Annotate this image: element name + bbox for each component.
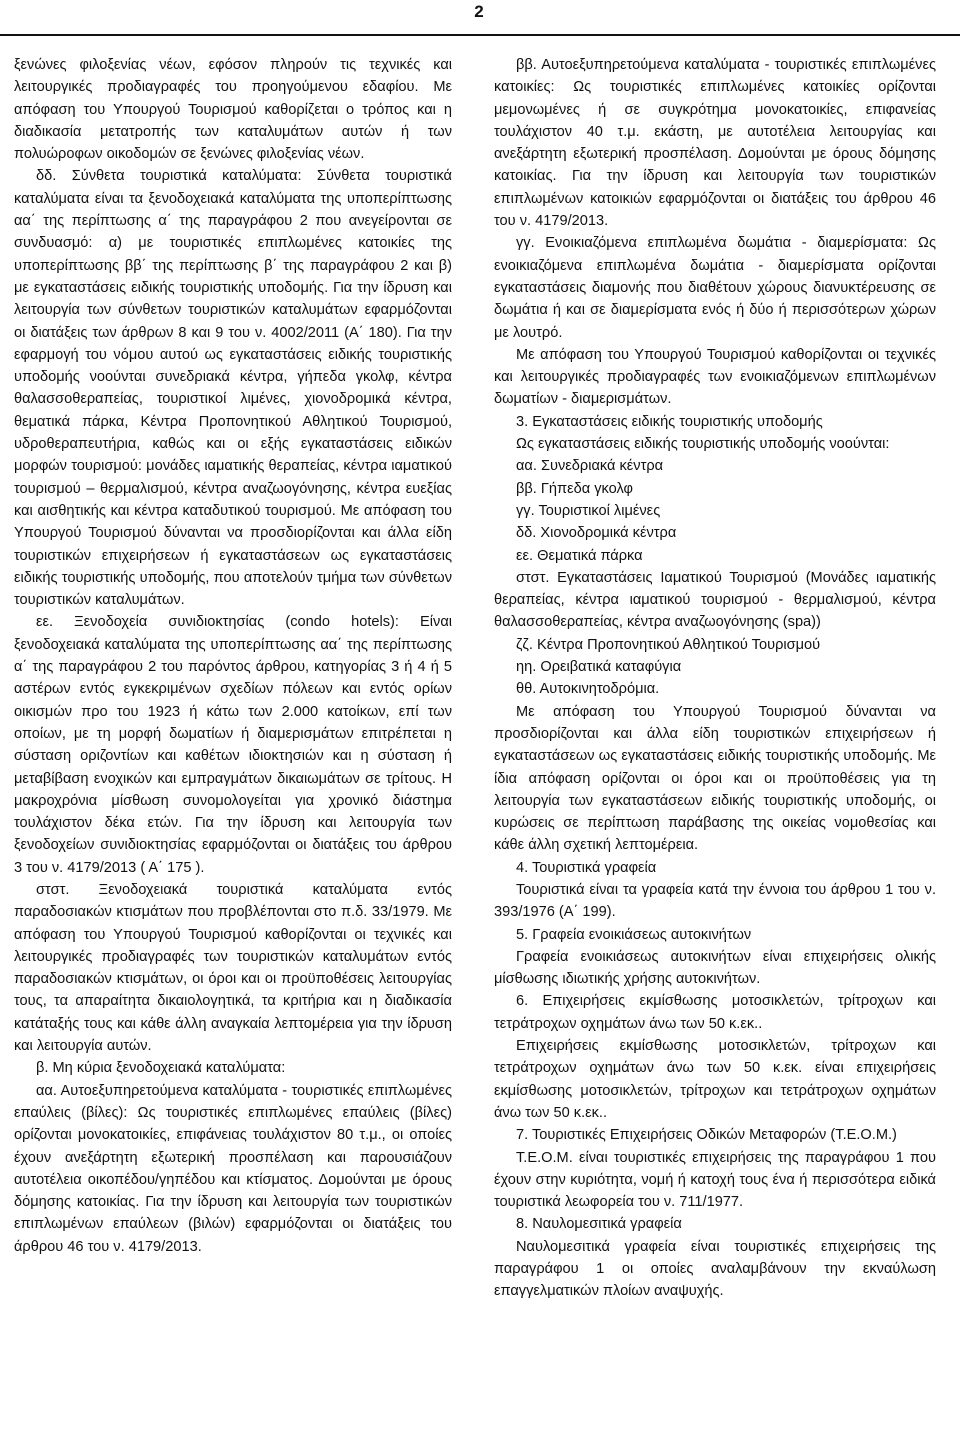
paragraph: Με απόφαση του Υπουργού Τουρισμού καθορίζονται οι τεχνικές και λειτουργικές προδιαγραφές των ενοικιαζόμενων επιπλωμένων δωματίων - διαμερισμάτων. bbox=[494, 346, 936, 408]
paragraph: ηη. Ορειβατικά καταφύγια bbox=[516, 659, 682, 676]
paragraph: 5. Γραφεία ενοικιάσεως αυτοκινήτων bbox=[516, 926, 752, 943]
paragraph: 3. Εγκαταστάσεις ειδικής τουριστικής υποδομής bbox=[516, 413, 823, 430]
paragraph: Με απόφαση του Υπουργού Τουρισμού δύνανται να προσδιορίζονται και άλλα είδη τουριστικών επιχειρήσεων ή εγκαταστάσεων ως εγκαταστάσεις ειδικής τουριστικής υποδομής. Με ίδια απόφαση ορίζονται οι όροι και οι προϋποθέσεις για τη λειτουργία των εγκαταστάσεων ειδικής τουριστικής υποδομής, οι κυρώσεις σε περίπτωση παράβασης της οικείας νομοθεσίας και κάθε άλλη σχετική λεπτομέρεια. bbox=[494, 703, 936, 854]
left-column bbox=[14, 54, 452, 1258]
paragraph: Τ.Ε.Ο.Μ. είναι τουριστικές επιχειρήσεις της παραγράφου 1 που έχουν στην κυριότητα, νομή ή κατοχή τους ένα ή περισσότερα ειδικά τουριστικά λεωφορεία του ν. 711/1977. bbox=[494, 1149, 936, 1211]
paragraph: εε. Ξενοδοχεία συνιδιοκτησίας (condo hotels): Είναι ξενοδοχειακά καταλύματα της υποπερίπτωσης αα΄ της περίπτωσης α΄ της παραγράφου 2 του παρόντος άρθρου, κατηγορίας 3 ή 4 ή 5 αστέρων εντός εγκεκριμένων σχεδίων πόλεων και εντός ορίων οικισμών προ του 1923 ή κάτω των 2.000 κατοίκων, επί των οποίων, με τη μορφή δωματίων ή διαμερισμάτων επιτρέπεται η σύσταση οριζοντίων και καθέτων ιδιοκτησιών και η σύσταση ή μεταβίβαση ενοχικών και εμπραγμάτων δικαιωμάτων σε τρίτους. Η μακροχρόνια μίσθωση συνομολογείται για χρονικό διάστημα τουλάχιστον δέκα ετών. Για την ίδρυση και λειτουργία των ξενοδοχείων συνιδιοκτησίας εφαρμόζονται οι διατάξεις του άρθρου 3 του ν. 4179/2013 ( Α΄ 175 ). bbox=[14, 614, 452, 876]
paragraph: 6. Επιχειρήσεις εκμίσθωσης μοτοσικλετών, τρίτροχων και τετράτροχων οχημάτων άνω των 50 κ.εκ.. bbox=[494, 993, 936, 1032]
paragraph: δδ. Σύνθετα τουριστικά καταλύματα: Σύνθετα τουριστικά καταλύματα είναι τα ξενοδοχειακά καταλύματα της υποπερίπτωσης αα΄ της περίπτωσης α΄ της παραγράφου 2 που ανεγείρονται σε συνδυασμό: α) με τουριστικές επιπλωμένες κατοικίες της υποπερίπτωσης ββ΄ της περίπτωσης β΄ της παραγράφου 2 και β) με εγκαταστάσεις ειδικής τουριστικής υποδομής. Για την ίδρυση και λειτουργία των σύνθετων τουριστικών καταλυμάτων εφαρμόζονται οι διατάξεις των άρθρων 8 και 9 του ν. 4002/2011 (Α΄ 180). Για την εφαρμογή του νόμου αυτού ως εγκαταστάσεις ειδικής τουριστικής υποδομής νοούνται συνεδριακά κέντρα, γήπεδα γκολφ, κέντρα θαλασσοθεραπείας, τουριστικοί λιμένες, χιονοδρομικά κέντρα, θεματικά πάρκα, Κέντρα Προπονητικού Αθλητικού Τουρισμού, υδροθεραπευτήρια, καθώς και οι εξής εγκαταστάσεις ειδικών μορφών τουρισμού: μονάδες ιαματικής θεραπείας, κέντρα ιαματικού τουρισμού – θερμαλισμού, κέντρα αναζωογόνησης, κέντρα ευεξίας και αισθητικής και κέντρα καταδυτικού τουρισμού. Με απόφαση του Υπουργού Τουρισμού δύνανται να προσδιορίζονται και άλλα είδη τουριστικών επιχειρήσεων ή εγκαταστάσεων ως εγκαταστάσεις ειδικής τουριστικής υποδομής, που αποτελούν τμήμα των σύνθετων τουριστικών καταλυμάτων. bbox=[14, 168, 452, 609]
paragraph: Τουριστικά είναι τα γραφεία κατά την έννοια του άρθρου 1 του ν. 393/1976 (Α΄ 199). bbox=[494, 881, 936, 921]
paragraph: β. Μη κύρια ξενοδοχειακά καταλύματα: bbox=[36, 1060, 286, 1077]
paragraph: αα. Αυτοεξυπηρετούμενα καταλύματα - τουριστικές επιπλωμένες επαύλεις (βίλες): Ως τουριστικές επιπλωμένες επαύλεις (βίλες) ορίζονται μονοκατοικίες, επιφάνειας τουλάχιστον 80 τ.μ., οι οποίες έχουν ανεξάρτητη εξωτερική προσπέλαση και παρουσιάζουν αυτοτέλεια οικοπέδου/γηπέδου και κτίσματος. Δομούνται με όρους δόμησης κατοικίας. Για την ίδρυση και λειτουργία των τουριστικών επιπλωμένων επαύλεων (βιλών) εφαρμόζονται οι διατάξεις του άρθρου 46 του ν. 4179/2013. bbox=[14, 1082, 452, 1255]
paragraph: ββ. Γήπεδα γκολφ bbox=[516, 480, 633, 497]
paragraph: γγ. Ενοικιαζόμενα επιπλωμένα δωμάτια - διαμερίσματα: Ως ενοικιαζόμενα επιπλωμένα δωμάτια - διαμερίσματα ορίζονται εγκαταστάσεις διαμονής που διαθέτουν χώρους διανυκτέρευσης σε δωμάτια ή και σε διαμερίσματα ενός ή δύο ή περισσότερων χώρων με λουτρό. bbox=[494, 235, 936, 341]
paragraph: ββ. Αυτοεξυπηρετούμενα καταλύματα - τουριστικές επιπλωμένες κατοικίες: Ως τουριστικές επιπλωμένες κατοικίες ορίζονται μεμονωμένες ή σε συγκρότημα μονοκατοικίες, επιφανείας τουλάχιστον 40 τ.μ. εκάστη, με αυτοτέλεια λειτουργίας και ανεξάρτητη εξωτερική προσπέλαση. Δομούνται με όρους δόμησης κατοικίας. Για την ίδρυση και λειτουργία των τουριστικών επιπλωμένων κατοικιών εφαρμόζονται οι διατάξεις του άρθρου 46 του ν. 4179/2013. bbox=[494, 57, 936, 230]
paragraph: ξενώνες φιλοξενίας νέων, εφόσον πληρούν τις τεχνικές και λειτουργικές προδιαγραφές του προηγούμενου εδαφίου. Με απόφαση του Υπουργού Τουρισμού καθορίζεται ο τρόπος και η διαδικασία μετατροπής των καταλυμάτων αυτών ή των πολυώροφων οικοδομών σε ξενώνες φιλοξενίας νέων. bbox=[14, 57, 452, 163]
paragraph: στστ. Ξενοδοχειακά τουριστικά καταλύματα εντός παραδοσιακών κτισμάτων που προβλέπονται στο π.δ. 33/1979. Με απόφαση του Υπουργού Τουρισμού καθορίζονται οι τεχνικές και λειτουργικές προδιαγραφές των τουριστικών καταλυμάτων εντός παραδοσιακών κτισμάτων, οι όροι και οι προϋποθέσεις λειτουργίας τους, τα απαραίτητα δικαιολογητικά, τα κριτήρια και η διαδικασία κατάταξής τους και κάθε άλλη αναγκαία λεπτομέρεια για την ίδρυση και λειτουργία αυτών. bbox=[14, 881, 452, 1055]
paragraph: θθ. Αυτοκινητοδρόμια. bbox=[516, 681, 660, 698]
paragraph: Επιχειρήσεις εκμίσθωσης μοτοσικλετών, τρίτροχων και τετράτροχων οχημάτων άνω των 50 κ.εκ. είναι επιχειρήσεις εκμίσθωσης μοτοσικλετών, τρίτροχων και τετράτροχων οχημάτων άνω των 50 κ.εκ.. bbox=[494, 1038, 936, 1121]
paragraph: στστ. Εγκαταστάσεις Ιαματικού Τουρισμού (Μονάδες ιαματικής θεραπείας, κέντρα ιαματικού τουρισμού - θερμαλισμού, κέντρα θαλασσοθεραπείας, κέντρα αναζωογόνησης (spa)) bbox=[494, 569, 936, 631]
paragraph: γγ. Τουριστικοί λιμένες bbox=[516, 502, 661, 519]
paragraph: 4. Τουριστικά γραφεία bbox=[516, 859, 657, 876]
paragraph: ζζ. Κέντρα Προπονητικού Αθλητικού Τουρισμού bbox=[516, 636, 821, 653]
page-number: 2 bbox=[474, 2, 484, 21]
paragraph: εε. Θεματικά πάρκα bbox=[516, 547, 643, 564]
paragraph: Ως εγκαταστάσεις ειδικής τουριστικής υποδομής νοούνται: bbox=[516, 436, 890, 453]
paragraph: δδ. Χιονοδρομικά κέντρα bbox=[516, 525, 677, 542]
paragraph: Γραφεία ενοικιάσεως αυτοκινήτων είναι επιχειρήσεις ολικής μίσθωσης ιδιωτικής χρήσης αυτοκινήτων. bbox=[494, 948, 936, 988]
paragraph: 7. Τουριστικές Επιχειρήσεις Οδικών Μεταφορών (Τ.Ε.Ο.Μ.) bbox=[516, 1127, 897, 1144]
right-column bbox=[494, 54, 936, 1303]
paragraph: Ναυλομεσιτικά γραφεία είναι τουριστικές επιχειρήσεις της παραγράφου 1 οι οποίες αναλαμβάνουν την εκναύλωση επαγγελματικών πλοίων αναψυχής. bbox=[494, 1238, 936, 1300]
paragraph: αα. Συνεδριακά κέντρα bbox=[516, 458, 664, 475]
paragraph: 8. Ναυλομεσιτικά γραφεία bbox=[516, 1216, 682, 1233]
header-rule bbox=[0, 34, 960, 36]
